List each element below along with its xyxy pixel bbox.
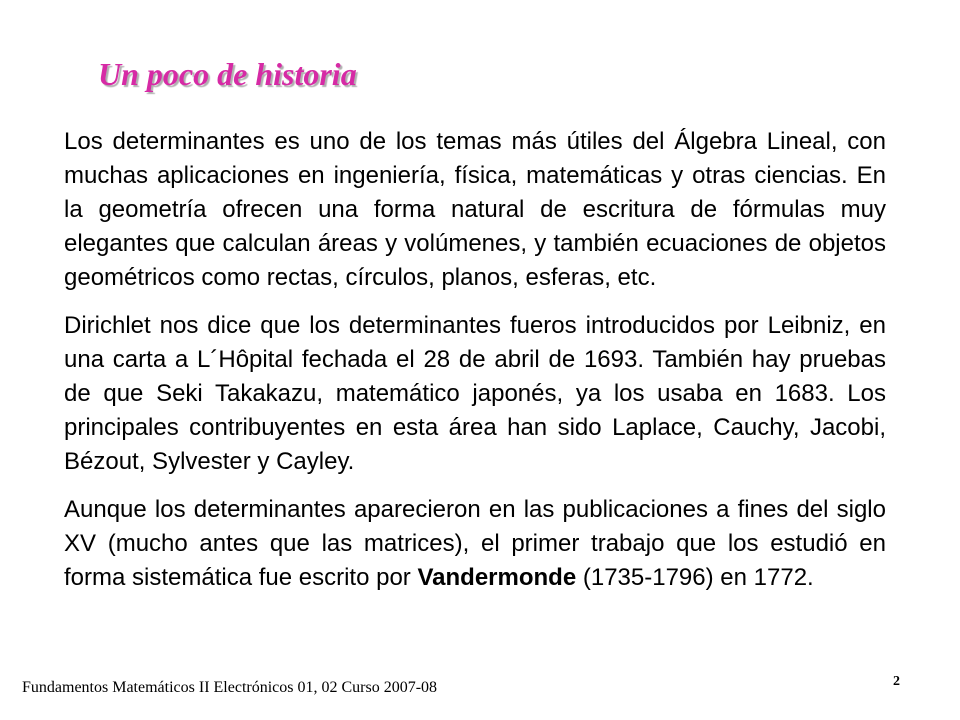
paragraph-determinants-intro: Los determinantes es uno de los temas más útiles del Álgebra Lineal, con muchas aplicaciones en ingeniería, física, matemáticas y otras ciencias. En la geometría ofrecen una forma natural de escritura de fórmulas muy elegantes que calculan áreas y volúmenes, y también ecuaciones de objetos geométricos como rectas, círculos, planos, esferas, etc. bbox=[64, 128, 886, 291]
slide-title: Un poco de historia bbox=[98, 56, 357, 92]
page-number: 2 bbox=[893, 674, 900, 689]
paragraph-history: Dirichlet nos dice que los determinantes fueros introducidos por Leibniz, en una carta a L´Hôpital fechada el 28 de abril de 1693. También hay pruebas de que Seki Takakazu, matemático japonés, ya los usaba en 1683. Los principales contribuyentes en esta área han sido Laplace, Cauchy, Jacobi, Bézout, Sylvester y Cayley. bbox=[64, 312, 886, 475]
paragraph-vandermonde-text-end: (1735-1796) en 1772. bbox=[576, 564, 814, 591]
paragraph-vandermonde-text-start: Aunque los determinantes aparecieron en las publicaciones a fines del siglo XV (mucho antes que las matrices), el primer trabajo que los estudió en forma sistemática fue escrito por bbox=[64, 496, 886, 591]
vandermonde-name: Vandermonde bbox=[417, 564, 577, 591]
footer-course-text: Fundamentos Matemáticos II Electrónicos 01, 02 Curso 2007-08 bbox=[22, 679, 438, 696]
paragraph-vandermonde bbox=[64, 493, 886, 595]
slide-body bbox=[64, 125, 886, 595]
